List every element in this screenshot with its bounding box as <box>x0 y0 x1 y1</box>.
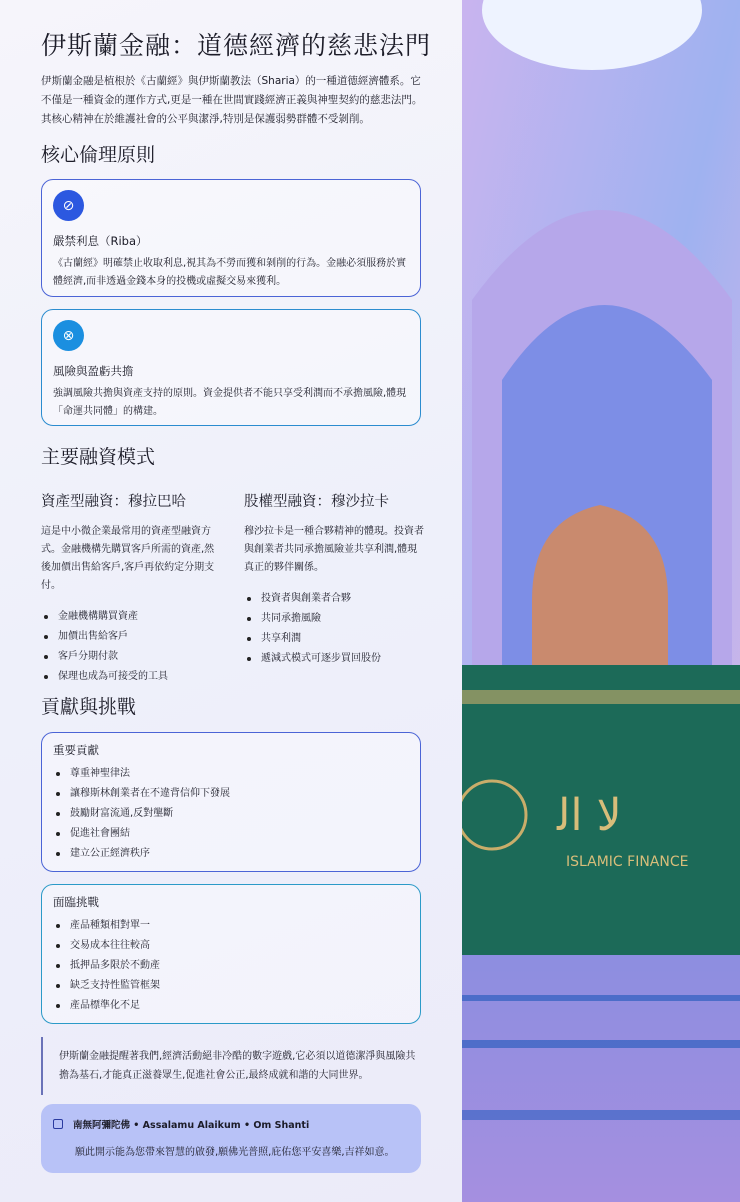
page-title: 伊斯蘭金融：道德經濟的慈悲法門 <box>41 31 432 60</box>
list-item: 產品標準化不足 <box>53 996 409 1016</box>
intro-paragraph: 伊斯蘭金融是植根於《古蘭經》與伊斯蘭教法（Sharia）的一種道德經濟體系。它不僅是一種資金的運作方式,更是一種在世間實踐經濟正義與神聖契約的慈悲法門。其核心精神在於維護社會的公平與潔淨,特別是保護弱勢群體不受剝削。 <box>41 75 423 125</box>
impact-heading: 貢獻與挑戰 <box>41 696 137 718</box>
list-item: 金融機構購買資產 <box>41 607 221 627</box>
column-title: 股權型融資：穆沙拉卡 <box>244 494 389 510</box>
principle-card-riba <box>41 179 421 297</box>
contributions-box <box>41 732 421 872</box>
column-desc: 穆沙拉卡是一種合夥精神的體現。投資者與創業者共同承擔風險並共享利潤,體現真正的夥伴關係。 <box>244 526 424 573</box>
list-item: 產品種類相對單一 <box>53 916 409 936</box>
blessing-box <box>41 1104 421 1173</box>
list-item: 促進社會團結 <box>53 824 409 844</box>
murabaha-column <box>41 490 221 687</box>
list-item: 抵押品多限於不動產 <box>53 956 409 976</box>
list-item: 讓穆斯林創業者在不違背信仰下發展 <box>53 784 409 804</box>
column-title: 資產型融資：穆拉巴哈 <box>41 494 186 510</box>
closing-quote: 伊斯蘭金融提醒著我們,經濟活動絕非冷酷的數字遊戲,它必須以道德潔淨與風險共擔為基石,才能真正滋養眾生,促進社會公正,最終成就和諧的大同世界。 <box>41 1037 421 1095</box>
svg-text:ﻻ ﺍﻟ: ﻻ ﺍﻟ <box>557 790 622 841</box>
card-desc: 《古蘭經》明確禁止收取利息,視其為不勞而獲和剝削的行為。金融必須服務於實體經濟,而非透過金錢本身的投機或虛擬交易來獲利。 <box>53 258 407 287</box>
box-title: 重要貢獻 <box>53 743 99 757</box>
principles-heading: 核心倫理原則 <box>41 144 156 166</box>
list-item: 鼓勵財富流通,反對壟斷 <box>53 804 409 824</box>
list-item: 尊重神聖律法 <box>53 764 409 784</box>
list-item: 共同承擔風險 <box>244 609 424 629</box>
card-desc: 強調風險共擔與資產支持的原則。資金提供者不能只享受利潤而不承擔風險,體現「命運共同體」的構建。 <box>53 388 407 417</box>
list-item: 交易成本往往較高 <box>53 936 409 956</box>
list-item: 保理也成為可接受的工具 <box>41 667 221 687</box>
card-title: 風險與盈虧共擔 <box>53 364 134 378</box>
challenges-box <box>41 884 421 1024</box>
column-desc: 這是中小微企業最常用的資產型融資方式。金融機構先購買客戶所需的資產,然後加價出售給客戶,客戶再依約定分期支付。 <box>41 526 215 591</box>
list-item: 加價出售給客戶 <box>41 627 221 647</box>
musharaka-column <box>244 490 424 669</box>
shared-risk-icon: ⊗ <box>53 320 84 351</box>
banner-text: ISLAMIC FINANCE <box>566 854 689 870</box>
blessing-text: 願此開示能為您帶來智慧的啟發,願佛光普照,庇佑您平安喜樂,吉祥如意。 <box>75 1147 395 1158</box>
list-item: 客戶分期付款 <box>41 647 221 667</box>
note-icon <box>53 1119 63 1129</box>
list-item: 建立公正經濟秩序 <box>53 844 409 864</box>
greeting: 南無阿彌陀佛 • Assalamu Alaikum • Om Shanti <box>73 1120 310 1131</box>
list-item: 共享利潤 <box>244 629 424 649</box>
list-item: 投資者與創業者合夥 <box>244 589 424 609</box>
principle-card-risk <box>41 309 421 426</box>
card-title: 嚴禁利息（Riba） <box>53 234 148 248</box>
mosque-illustration <box>462 0 740 1202</box>
list-item: 遞減式模式可逐步買回股份 <box>244 649 424 669</box>
modes-heading: 主要融資模式 <box>41 446 156 468</box>
box-title: 面臨挑戰 <box>53 895 99 909</box>
list-item: 缺乏支持性監管框架 <box>53 976 409 996</box>
no-interest-icon: ⊘ <box>53 190 84 221</box>
